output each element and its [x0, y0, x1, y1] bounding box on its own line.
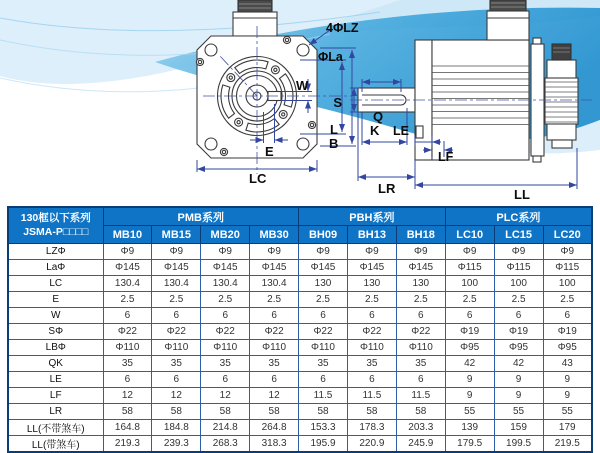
spec-cell: 130 [347, 276, 396, 292]
spec-cell: 245.9 [396, 436, 445, 453]
spec-cell: 35 [396, 356, 445, 372]
spec-row [8, 404, 592, 420]
column-header-model: BH18 [396, 226, 445, 244]
spec-cell: 58 [347, 404, 396, 420]
spec-cell: 2.5 [201, 292, 250, 308]
spec-cell: 6 [445, 308, 494, 324]
spec-cell: Φ19 [543, 324, 592, 340]
spec-cell: Φ95 [445, 340, 494, 356]
row-label: LL(带煞车) [8, 436, 103, 453]
spec-cell: 130 [299, 276, 348, 292]
spec-cell: Φ22 [396, 324, 445, 340]
spec-cell: Φ110 [396, 340, 445, 356]
dim-label-lf: LF [438, 150, 454, 164]
spec-cell: Φ145 [347, 260, 396, 276]
spec-cell: Φ19 [494, 324, 543, 340]
spec-cell: 2.5 [494, 292, 543, 308]
spec-cell: 9 [543, 372, 592, 388]
spec-cell: 179.5 [445, 436, 494, 453]
dim-label-e: E [265, 144, 274, 159]
spec-cell: 318.3 [250, 436, 299, 453]
spec-cell: 130.4 [103, 276, 152, 292]
spec-cell: Φ110 [201, 340, 250, 356]
spec-cell: 58 [299, 404, 348, 420]
spec-cell: 42 [494, 356, 543, 372]
spec-cell: Φ9 [201, 244, 250, 260]
spec-cell: 6 [103, 308, 152, 324]
row-label: LR [8, 404, 103, 420]
spec-table [7, 206, 593, 453]
column-group-header: PBH系列 [299, 207, 446, 226]
spec-cell: Φ110 [347, 340, 396, 356]
series-range-label: 130框以下系列 [20, 212, 91, 225]
spec-cell: 11.5 [299, 388, 348, 404]
spec-cell: 6 [347, 308, 396, 324]
spec-row [8, 308, 592, 324]
bolt-hole [297, 138, 309, 150]
technical-drawing [0, 0, 600, 204]
spec-row [8, 244, 592, 260]
spec-cell: Φ145 [250, 260, 299, 276]
row-label: SΦ [8, 324, 103, 340]
spec-cell: Φ19 [445, 324, 494, 340]
spec-cell: 219.3 [103, 436, 152, 453]
spec-row [8, 260, 592, 276]
dim-label-le: LE [393, 124, 409, 138]
spec-cell: 55 [445, 404, 494, 420]
spec-cell: 6 [396, 372, 445, 388]
spec-cell: Φ145 [152, 260, 201, 276]
spec-cell: 12 [250, 388, 299, 404]
spec-cell: 42 [445, 356, 494, 372]
row-label: LC [8, 276, 103, 292]
row-label: LZΦ [8, 244, 103, 260]
column-header-model: BH13 [347, 226, 396, 244]
spec-cell: Φ115 [445, 260, 494, 276]
row-label: W [8, 308, 103, 324]
column-group-header: PLC系列 [445, 207, 592, 226]
spec-cell: 100 [494, 276, 543, 292]
row-label: QK [8, 356, 103, 372]
spec-row [8, 324, 592, 340]
spec-cell: Φ145 [201, 260, 250, 276]
spec-cell: Φ110 [152, 340, 201, 356]
dim-label-b: B [329, 136, 339, 151]
spec-cell: Φ22 [250, 324, 299, 340]
dim-label-lz: 4ΦLZ [326, 21, 359, 35]
table-corner-header [8, 207, 103, 244]
spec-cell: 11.5 [396, 388, 445, 404]
spec-cell: 11.5 [347, 388, 396, 404]
spec-cell: 12 [201, 388, 250, 404]
spec-cell: 58 [250, 404, 299, 420]
spec-cell: 6 [299, 372, 348, 388]
spec-cell: Φ110 [103, 340, 152, 356]
spec-cell: 219.5 [543, 436, 592, 453]
bolt-hole [297, 44, 309, 56]
spec-cell: 55 [494, 404, 543, 420]
spec-cell: 203.3 [396, 420, 445, 436]
dim-label-la: ΦLa [318, 50, 343, 64]
spec-cell: 6 [103, 372, 152, 388]
spec-cell: Φ22 [201, 324, 250, 340]
spec-cell: 264.8 [250, 420, 299, 436]
spec-cell: 164.8 [103, 420, 152, 436]
spec-cell: 9 [494, 388, 543, 404]
spec-cell: 35 [152, 356, 201, 372]
spec-cell: Φ22 [152, 324, 201, 340]
spec-cell: 12 [103, 388, 152, 404]
spec-cell: Φ145 [396, 260, 445, 276]
spec-row [8, 356, 592, 372]
bolt-hole [205, 44, 217, 56]
spec-cell: Φ9 [250, 244, 299, 260]
spec-cell: 6 [396, 308, 445, 324]
column-header-model: MB15 [152, 226, 201, 244]
spec-cell: 43 [543, 356, 592, 372]
spec-cell: Φ115 [494, 260, 543, 276]
spec-cell: Φ110 [299, 340, 348, 356]
spec-cell: 6 [201, 308, 250, 324]
spec-cell: 130.4 [152, 276, 201, 292]
column-header-model: MB20 [201, 226, 250, 244]
spec-cell: 6 [543, 308, 592, 324]
spec-cell: 6 [299, 308, 348, 324]
spec-cell: 214.8 [201, 420, 250, 436]
column-header-model: MB30 [250, 226, 299, 244]
spec-cell: Φ115 [543, 260, 592, 276]
spec-cell: 2.5 [445, 292, 494, 308]
spec-cell: 58 [152, 404, 201, 420]
spec-cell: 12 [152, 388, 201, 404]
spec-cell: 130.4 [250, 276, 299, 292]
row-label: LE [8, 372, 103, 388]
spec-cell: Φ9 [347, 244, 396, 260]
spec-cell: 220.9 [347, 436, 396, 453]
spec-cell: 130.4 [201, 276, 250, 292]
column-group-header: PMB系列 [103, 207, 299, 226]
side-connector [487, 0, 529, 40]
spec-cell: 130 [396, 276, 445, 292]
row-label: LBΦ [8, 340, 103, 356]
spec-cell: 2.5 [543, 292, 592, 308]
spec-cell: 2.5 [396, 292, 445, 308]
column-header-model: BH09 [299, 226, 348, 244]
row-label: LaΦ [8, 260, 103, 276]
spec-cell: 6 [494, 308, 543, 324]
dim-label-k: K [370, 123, 380, 138]
spec-cell: 179 [543, 420, 592, 436]
dim-label-lc: LC [249, 171, 267, 186]
spec-cell: Φ9 [494, 244, 543, 260]
spec-cell: 58 [103, 404, 152, 420]
spec-cell: 58 [201, 404, 250, 420]
spec-cell: 35 [250, 356, 299, 372]
spec-row [8, 276, 592, 292]
spec-cell: 35 [201, 356, 250, 372]
spec-cell: 6 [201, 372, 250, 388]
spec-cell: 2.5 [152, 292, 201, 308]
spec-cell: 178.3 [347, 420, 396, 436]
spec-cell: Φ110 [250, 340, 299, 356]
spec-cell: 2.5 [250, 292, 299, 308]
spec-cell: Φ9 [543, 244, 592, 260]
spec-cell: 9 [445, 372, 494, 388]
spec-cell: Φ95 [543, 340, 592, 356]
spec-cell: Φ22 [347, 324, 396, 340]
spec-cell: Φ145 [299, 260, 348, 276]
row-label: E [8, 292, 103, 308]
spec-cell: 6 [152, 308, 201, 324]
spec-cell: 153.3 [299, 420, 348, 436]
spec-cell: 6 [250, 308, 299, 324]
spec-cell: Φ22 [103, 324, 152, 340]
column-header-model: LC20 [543, 226, 592, 244]
spec-cell: 55 [543, 404, 592, 420]
spec-row [8, 292, 592, 308]
spec-cell: 9 [543, 388, 592, 404]
spec-table-wrap [7, 206, 593, 453]
spec-cell: 6 [152, 372, 201, 388]
spec-cell: Φ9 [445, 244, 494, 260]
spec-cell: 35 [103, 356, 152, 372]
spec-cell: 9 [445, 388, 494, 404]
spec-cell: 2.5 [299, 292, 348, 308]
spec-row [8, 340, 592, 356]
spec-cell: Φ95 [494, 340, 543, 356]
dim-label-w: W [296, 78, 309, 93]
spec-cell: 6 [250, 372, 299, 388]
spec-cell: Φ9 [299, 244, 348, 260]
spec-row [8, 420, 592, 436]
series-model-pattern: JSMA-P□□□□ [23, 225, 89, 238]
spec-cell: 184.8 [152, 420, 201, 436]
spec-cell: 100 [543, 276, 592, 292]
dim-label-lr: LR [378, 181, 396, 196]
column-header-model: LC15 [494, 226, 543, 244]
spec-cell: Φ9 [152, 244, 201, 260]
spec-cell: 35 [299, 356, 348, 372]
spec-cell: 139 [445, 420, 494, 436]
spec-cell: 58 [396, 404, 445, 420]
bolt-hole [205, 138, 217, 150]
spec-cell: 6 [347, 372, 396, 388]
front-connector [233, 0, 277, 36]
spec-cell: 268.3 [201, 436, 250, 453]
row-label: LL(不带煞车) [8, 420, 103, 436]
spec-cell: Φ22 [299, 324, 348, 340]
column-header-model: LC10 [445, 226, 494, 244]
spec-cell: 2.5 [103, 292, 152, 308]
column-header-model: MB10 [103, 226, 152, 244]
spec-cell: Φ9 [103, 244, 152, 260]
spec-cell: Φ145 [103, 260, 152, 276]
spec-cell: Φ9 [396, 244, 445, 260]
encoder-housing [545, 44, 578, 148]
dim-label-l: L [330, 122, 338, 137]
spec-cell: 159 [494, 420, 543, 436]
spec-cell: 35 [347, 356, 396, 372]
spec-cell: 195.9 [299, 436, 348, 453]
spec-cell: 239.3 [152, 436, 201, 453]
dim-label-ll: LL [514, 187, 530, 202]
spec-cell: 100 [445, 276, 494, 292]
spec-cell: 9 [494, 372, 543, 388]
dim-label-q: Q [373, 109, 384, 124]
spec-cell: 199.5 [494, 436, 543, 453]
spec-row [8, 436, 592, 453]
row-label: LF [8, 388, 103, 404]
spec-row [8, 372, 592, 388]
spec-row [8, 388, 592, 404]
dim-label-s: S [333, 95, 342, 110]
spec-cell: 2.5 [347, 292, 396, 308]
